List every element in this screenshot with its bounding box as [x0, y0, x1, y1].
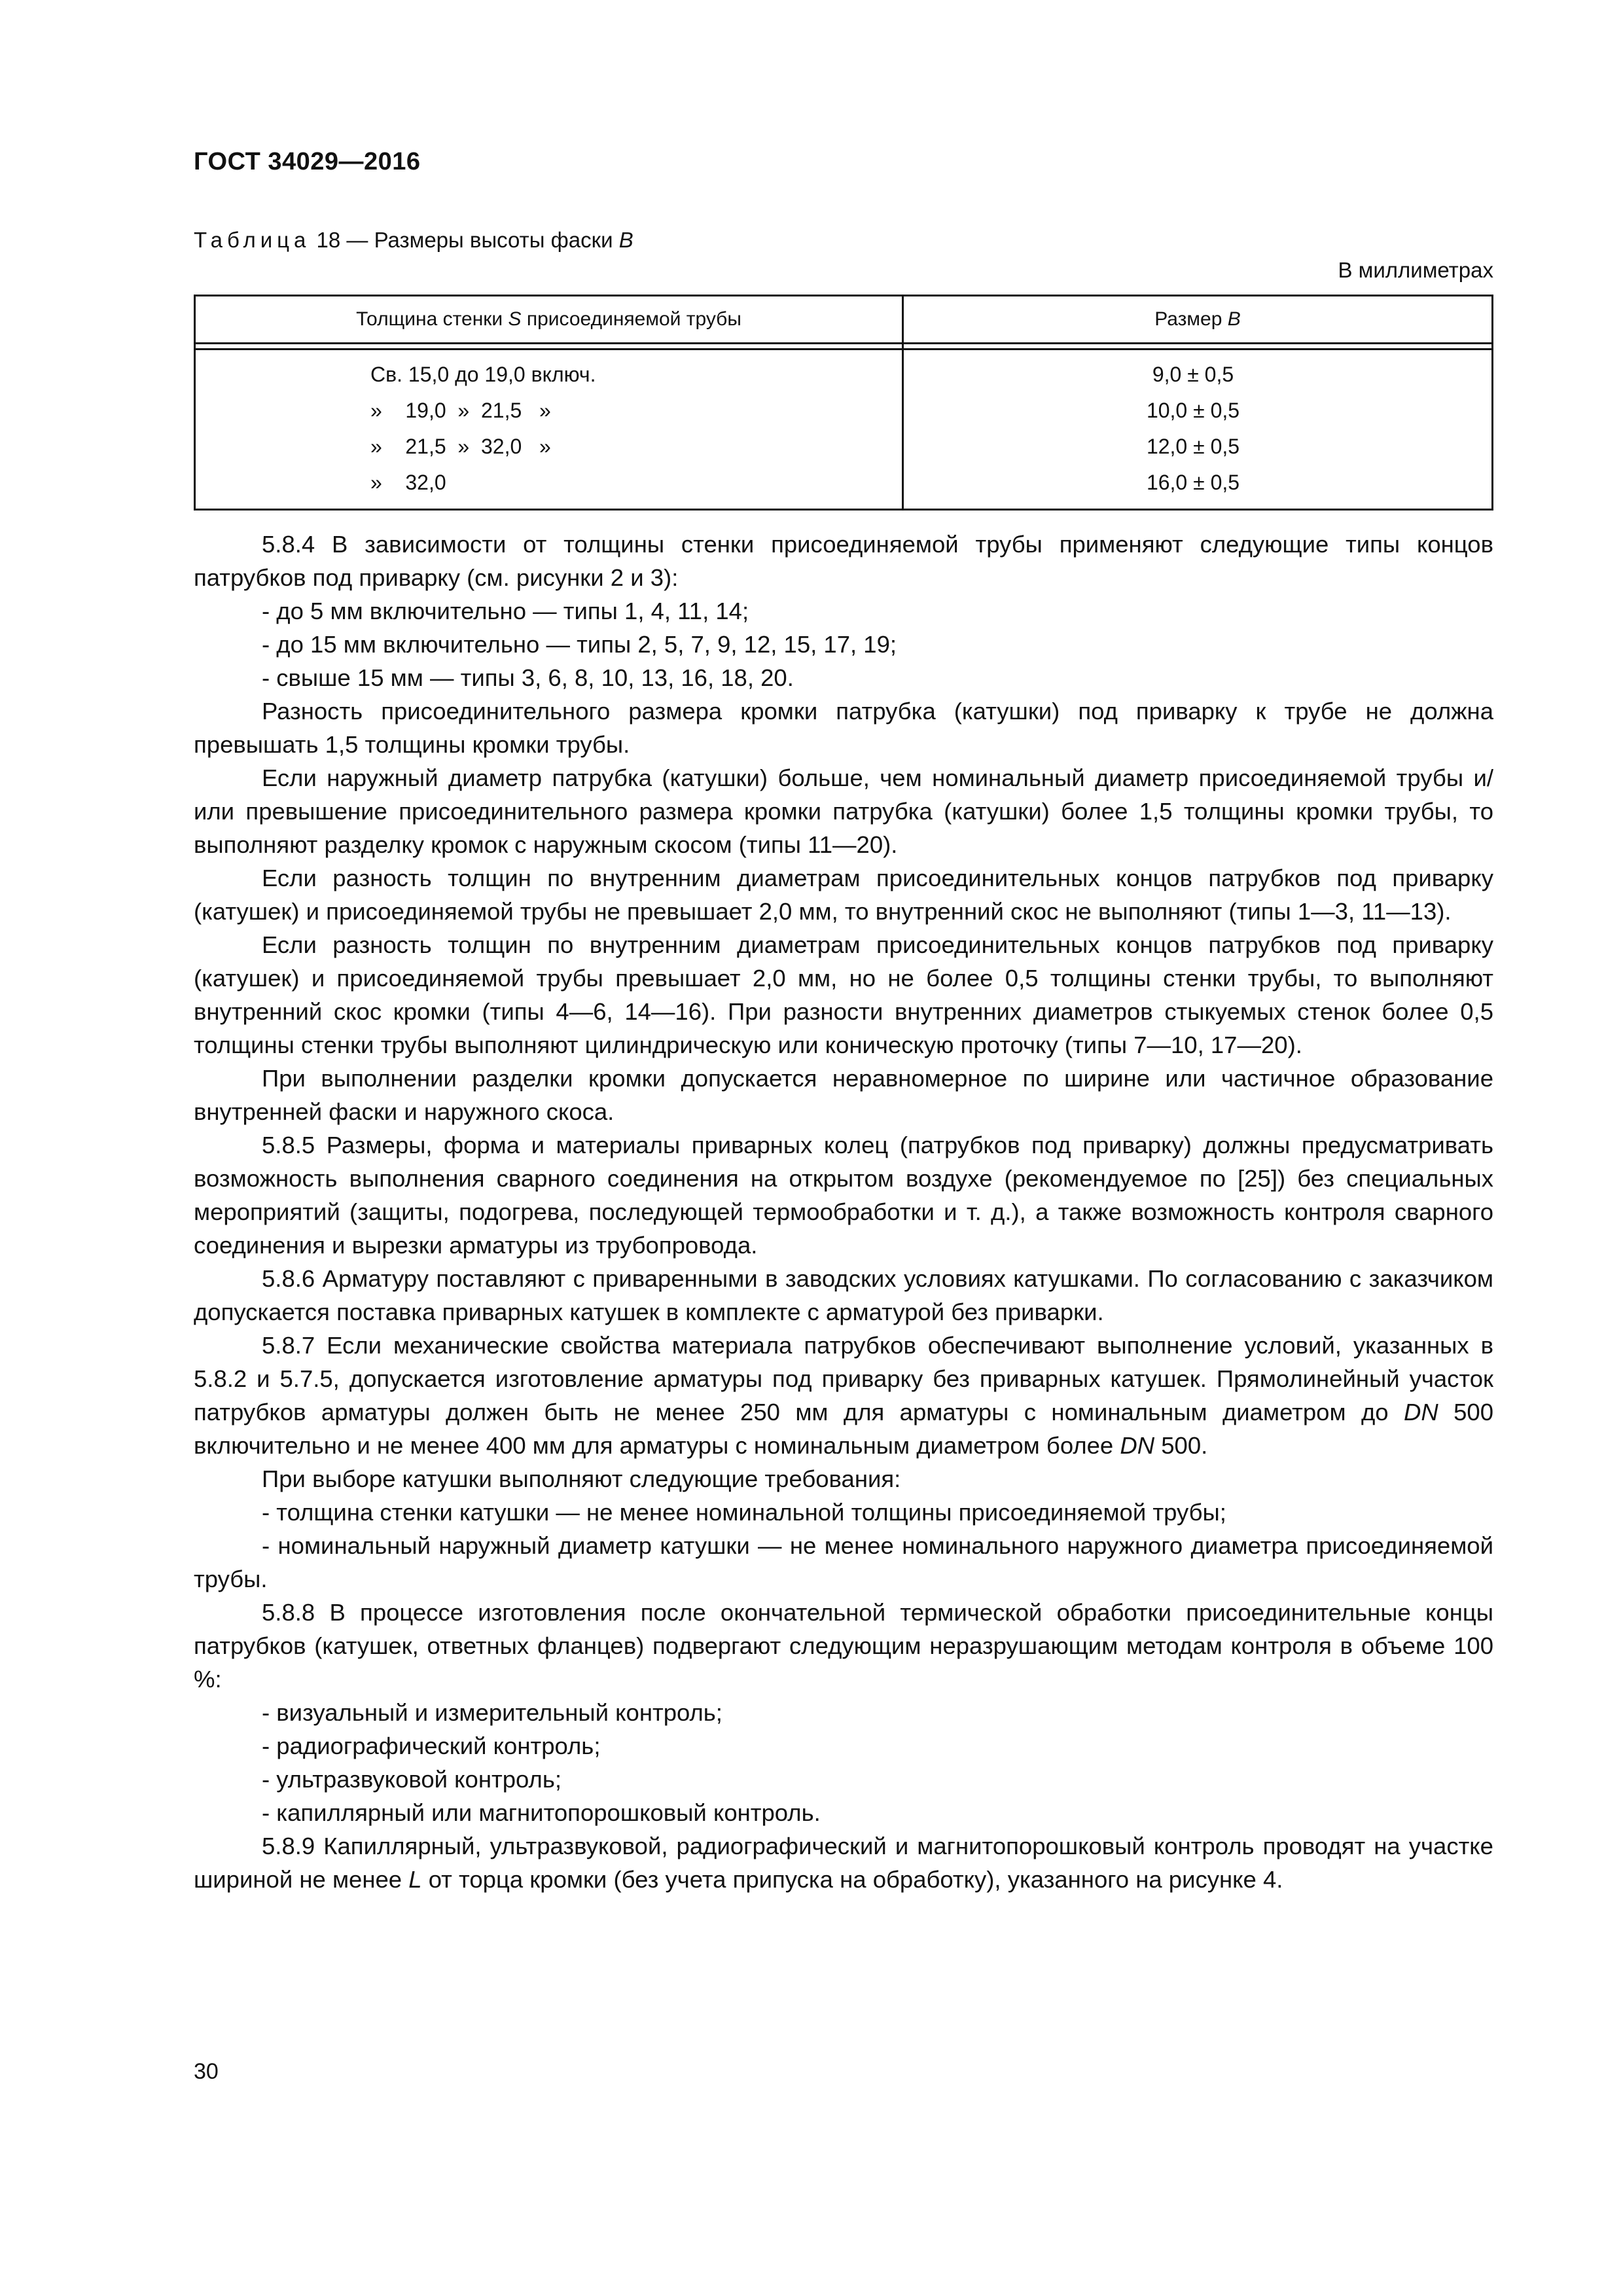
table-header-separator — [196, 344, 1491, 350]
list-item: - толщина стенки катушки — не менее номинальной толщины присоединяемой трубы; — [262, 1499, 1226, 1526]
paragraph: Разность присоединительного размера кромки патрубка (катушки) под приварку к трубе не должна превышать 1,5 толщины кромки трубы. — [194, 698, 1493, 758]
table-cell-thickness: » 21,5 » 32,0 » — [370, 435, 551, 458]
table-column-size — [904, 350, 1491, 509]
paragraph-5-8-8: 5.8.8 В процессе изготовления после окончательной термической обработки присоединительные концы патрубков (катушек, ответных фланцев) подвергают следующим неразрушающим методам контроля в объеме 100 %: — [194, 1599, 1493, 1693]
list-item: - до 15 мм включительно — типы 2, 5, 7, 9, 12, 15, 17, 19; — [262, 631, 897, 658]
paragraph: При выборе катушки выполняют следующие требования: — [262, 1465, 901, 1492]
list-item: - до 5 мм включительно — типы 1, 4, 11, 14; — [262, 598, 749, 624]
paragraph: Если разность толщин по внутренним диаметрам присоединительных концов патрубков под приварку (катушек) и присоединяемой трубы не превышает 2,0 мм, то внутренний скос не выполняют (типы 1—3, 11—13). — [194, 865, 1493, 925]
table-header-size: Размер B — [1154, 308, 1241, 330]
table-cell-thickness: Св. 15,0 до 19,0 включ. — [370, 363, 596, 386]
document-header: ГОСТ 34029—2016 — [194, 148, 421, 175]
table-cell-thickness: » 19,0 » 21,5 » — [370, 399, 551, 422]
table-cell-size: 9,0 ± 0,5 — [1152, 363, 1234, 386]
table-body — [196, 350, 1491, 509]
paragraph-5-8-9: 5.8.9 Капиллярный, ультразвуковой, радиографический и магнитопорошковый контроль проводят на участке шириной не менее L от торца кромки (без учета припуска на обработку), указанного на рисунке 4. — [194, 1833, 1493, 1893]
list-item: - капиллярный или магнитопорошковый контроль. — [262, 1799, 821, 1826]
table-header-row — [196, 296, 1491, 344]
table-cell-size: 12,0 ± 0,5 — [1146, 435, 1240, 458]
table-caption-var: B — [618, 228, 633, 252]
list-item: - номинальный наружный диаметр катушки — не менее номинального наружного диаметра присоединяемой трубы. — [194, 1532, 1493, 1592]
paragraph-5-8-5: 5.8.5 Размеры, форма и материалы приварных колец (патрубков под приварку) должны предусматривать возможность выполнения сварного соединения на открытом воздухе (рекомендуемое по [25]) без специальных мероприятий (защиты, подогрева, последующей термообработки и т. д.), а также возможность контроля сварного соединения и вырезки арматуры из трубопровода. — [194, 1132, 1493, 1259]
table-cell-thickness: » 32,0 — [370, 471, 446, 494]
table-cell-size: 16,0 ± 0,5 — [1146, 471, 1240, 494]
table-units: В миллиметрах — [1338, 258, 1493, 282]
list-item: - свыше 15 мм — типы 3, 6, 8, 10, 13, 16, 18, 20. — [262, 664, 794, 691]
list-item: - визуальный и измерительный контроль; — [262, 1699, 722, 1726]
paragraph: Если наружный диаметр патрубка (катушки) больше, чем номинальный диаметр присоединяемой трубы и/или превышение присоединительного размера кромки патрубка (катушки) более 1,5 толщины кромки трубы, то выполняют разделку кромок с наружным скосом (типы 11—20). — [194, 764, 1493, 858]
list-item: - радиографический контроль; — [262, 1732, 601, 1759]
table-cell-size: 10,0 ± 0,5 — [1146, 399, 1240, 422]
list-item: - ультразвуковой контроль; — [262, 1766, 562, 1793]
dimension-table — [194, 295, 1493, 511]
paragraph-5-8-7: 5.8.7 Если механические свойства материала патрубков обеспечивают выполнение условий, указанных в 5.8.2 и 5.7.5, допускается изготовление арматуры под приварку без приварных катушек. Прямолинейный участок патрубков арматуры должен быть не менее 250 мм для арматуры с номинальным диаметром до DN 500 включительно и не менее 400 мм для арматуры с номинальным диаметром более DN 500. — [194, 1332, 1494, 1459]
paragraph: При выполнении разделки кромки допускается неравномерное по ширине или частичное образование внутренней фаски и наружного скоса. — [194, 1065, 1493, 1125]
table-header-thickness: Толщина стенки S присоединяемой трубы — [196, 296, 904, 342]
table-caption — [194, 228, 633, 253]
paragraph-5-8-4: 5.8.4 В зависимости от толщины стенки присоединяемой трубы применяют следующие типы концов патрубков под приварку (см. рисунки 2 и 3): — [194, 531, 1493, 591]
table-caption-text: 18 — Размеры высоты фаски — [310, 228, 619, 252]
table-column-thickness — [196, 350, 904, 509]
table-caption-prefix: Таблица — [194, 228, 311, 252]
paragraph: Если разность толщин по внутренним диаметрам присоединительных концов патрубков под приварку (катушек) и присоединяемой трубы превышает 2,0 мм, но не более 0,5 толщины стенки трубы, то выполняют внутренний скос кромки (типы 4—6, 14—16). При разности внутренних диаметров стыкуемых стенок более 0,5 толщины стенки трубы выполняют цилиндрическую или коническую проточку (типы 7—10, 17—20). — [194, 931, 1493, 1058]
body-text — [194, 528, 1493, 1896]
paragraph-5-8-6: 5.8.6 Арматуру поставляют с приваренными в заводских условиях катушками. По согласованию с заказчиком допускается поставка приварных катушек в комплекте с арматурой без приварки. — [194, 1265, 1493, 1325]
page-number: 30 — [194, 2059, 219, 2084]
